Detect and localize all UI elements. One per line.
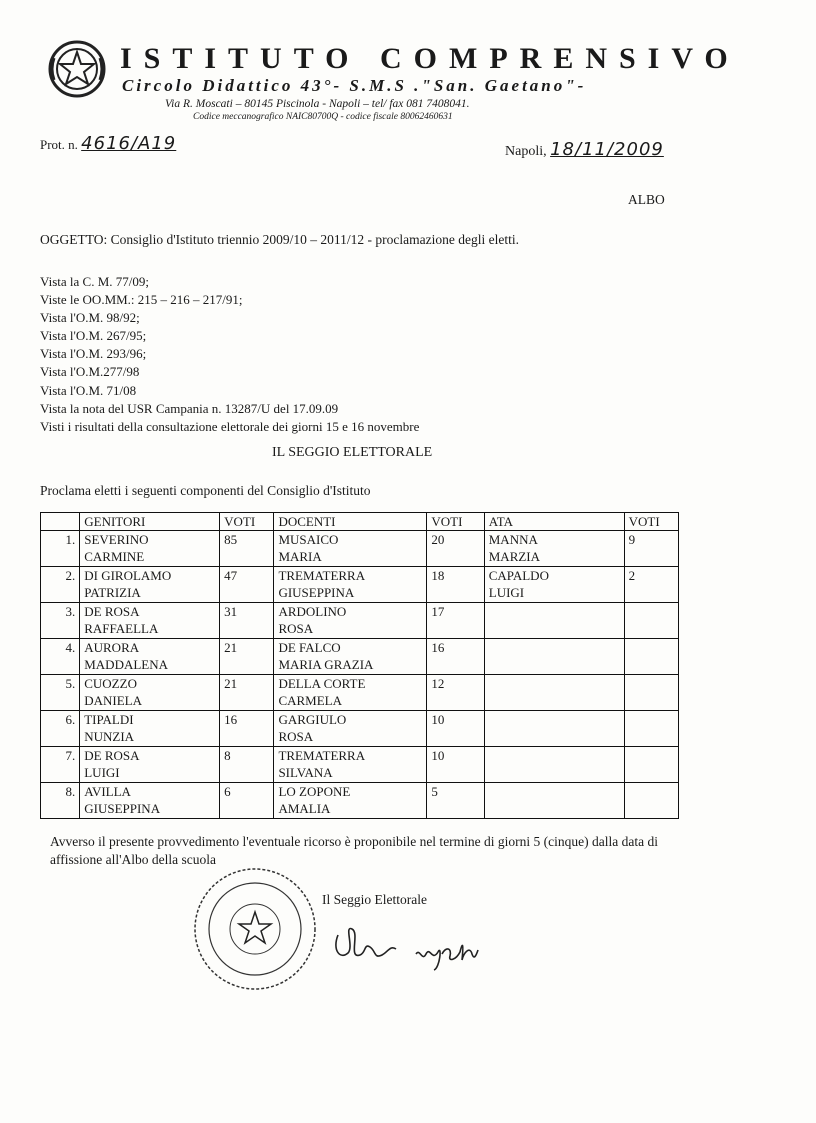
school-stamp-icon: [190, 864, 320, 994]
protocol-line: [40, 133, 176, 154]
genitore-name-line: SEVERINO: [84, 532, 149, 547]
signature-icon: [330, 915, 400, 970]
ata-name: [484, 711, 624, 747]
docente-votes: [427, 567, 484, 603]
docente-votes-line: 12: [431, 676, 445, 691]
row-number: [41, 639, 80, 675]
ata-name: [484, 675, 624, 711]
row-number-line: 5.: [65, 676, 76, 691]
genitore-name-line: NUNZIA: [84, 729, 135, 744]
row-number: [41, 603, 80, 639]
docente-votes-line: 10: [431, 712, 445, 727]
ata-votes: [624, 675, 678, 711]
header-genitori: GENITORI: [80, 513, 220, 531]
docente-votes: [427, 711, 484, 747]
genitore-votes-line: 21: [224, 640, 238, 655]
date-line: [505, 139, 664, 160]
ata-votes-line: 2: [628, 568, 636, 583]
docente-votes-line: 5: [431, 784, 438, 799]
docente-votes: [427, 639, 484, 675]
row-number: [41, 675, 80, 711]
vista-item: Visti i risultati della consultazione elettorale dei giorni 15 e 16 novembre: [40, 418, 420, 434]
vista-item: Vista l'O.M. 267/95;: [40, 328, 147, 344]
docente-votes-line: 20: [431, 532, 445, 547]
docente-votes: [427, 603, 484, 639]
ata-name-line: MANNA: [488, 532, 538, 547]
ata-name: [484, 603, 624, 639]
docente-votes-line: 18: [431, 568, 445, 583]
docente-name-line: DE FALCO: [278, 640, 341, 655]
docente-name-line: TREMATERRA: [278, 568, 366, 583]
table-row: [41, 531, 679, 567]
protocol-number: 4616/A19: [81, 133, 177, 154]
genitore-name-line: TIPALDI: [84, 712, 134, 727]
genitore-name-line: PATRIZIA: [84, 585, 141, 600]
header-voti-docenti: VOTI: [427, 513, 484, 531]
docente-name-line: SILVANA: [278, 765, 333, 780]
signature-icon: [412, 932, 482, 972]
albo-label: ALBO: [628, 192, 665, 207]
docente-name-line: TREMATERRA: [278, 748, 366, 763]
ata-votes-line: 9: [628, 532, 636, 547]
ata-name: [484, 567, 624, 603]
docente-name-line: LO ZOPONE: [278, 784, 351, 799]
ata-name-line: LUIGI: [488, 585, 525, 600]
vista-list: [40, 273, 419, 436]
ata-name: [484, 639, 624, 675]
ata-votes: [624, 531, 678, 567]
genitore-name: [80, 675, 220, 711]
row-number: [41, 711, 80, 747]
genitore-name: [80, 531, 220, 567]
docente-votes: [427, 783, 484, 819]
genitore-name-line: AVILLA: [84, 784, 131, 799]
genitore-votes: [220, 603, 274, 639]
vista-item: Vista l'O.M. 71/08: [40, 382, 137, 398]
date-label: Napoli,: [505, 144, 547, 159]
genitore-votes-line: 21: [224, 676, 238, 691]
docente-name: [274, 531, 427, 567]
docente-votes: [427, 747, 484, 783]
genitore-votes: [220, 567, 274, 603]
genitore-name-line: DANIELA: [84, 693, 142, 708]
genitore-name-line: MADDALENA: [84, 657, 169, 672]
ata-votes: [624, 783, 678, 819]
docente-name: [274, 639, 427, 675]
table-row: [41, 783, 679, 819]
ata-votes: [624, 711, 678, 747]
docente-name-line: ROSA: [278, 729, 314, 744]
docente-name: [274, 783, 427, 819]
genitore-votes-line: 16: [224, 712, 238, 727]
row-number-line: 7.: [65, 748, 76, 763]
genitore-name-line: LUIGI: [84, 765, 120, 780]
table-row: [41, 675, 679, 711]
proclama-line: Proclama eletti i seguenti componenti del Consiglio d'Istituto: [40, 483, 371, 498]
header-docenti: DOCENTI: [274, 513, 427, 531]
docente-name-line: AMALIA: [278, 801, 331, 816]
docente-name-line: MUSAICO: [278, 532, 339, 547]
ata-votes: [624, 747, 678, 783]
row-number: [41, 567, 80, 603]
date-value: 18/11/2009: [550, 139, 664, 160]
docente-name-line: MARIA GRAZIA: [278, 657, 374, 672]
institute-address: Via R. Moscati – 80145 Piscinola - Napoli – tel/ fax 081 7408041.: [165, 98, 470, 110]
genitore-votes-line: 47: [224, 568, 238, 583]
header-voti-genitori: VOTI: [220, 513, 274, 531]
genitore-votes: [220, 711, 274, 747]
vista-item: Vista l'O.M. 293/96;: [40, 346, 147, 362]
row-number-line: 1.: [65, 532, 76, 547]
table-row: [41, 639, 679, 675]
genitore-votes: [220, 531, 274, 567]
vista-item: Vista la nota del USR Campania n. 13287/U del 17.09.09: [40, 400, 339, 416]
genitore-name-line: DI GIROLAMO: [84, 568, 172, 583]
genitore-votes-line: 31: [224, 604, 238, 619]
vista-item: Viste le OO.MM.: 215 – 216 – 217/91;: [40, 292, 243, 308]
docente-name-line: MARIA: [278, 549, 322, 564]
genitore-votes: [220, 639, 274, 675]
institute-codes: Codice meccanografico NAIC80700Q - codice fiscale 80062460631: [193, 112, 453, 122]
ata-votes: [624, 603, 678, 639]
genitore-name-line: CARMINE: [84, 549, 145, 564]
genitore-name: [80, 783, 220, 819]
table-row: [41, 603, 679, 639]
docente-name: [274, 603, 427, 639]
docente-name-line: ARDOLINO: [278, 604, 347, 619]
docente-name-line: DELLA CORTE: [278, 676, 366, 691]
institute-subtitle: Circolo Didattico 43°- S.M.S ."San. Gaetano"-: [122, 76, 587, 95]
genitore-votes: [220, 747, 274, 783]
genitore-name: [80, 711, 220, 747]
docente-name-line: CARMELA: [278, 693, 342, 708]
ata-name: [484, 531, 624, 567]
genitore-name-line: RAFFAELLA: [84, 621, 159, 636]
docente-votes-line: 10: [431, 748, 445, 763]
docente-name: [274, 567, 427, 603]
row-number: [41, 747, 80, 783]
docente-votes: [427, 531, 484, 567]
docente-name-line: GIUSEPPINA: [278, 585, 355, 600]
row-number: [41, 783, 80, 819]
header-voti-ata: VOTI: [624, 513, 678, 531]
table-body: [41, 531, 679, 819]
header-ata: ATA: [484, 513, 624, 531]
table-row: [41, 567, 679, 603]
table-row: [41, 711, 679, 747]
row-number-line: 3.: [65, 604, 76, 619]
genitore-votes-line: 8: [224, 748, 231, 763]
seggio-heading: IL SEGGIO ELETTORALE: [272, 445, 433, 460]
genitore-votes: [220, 675, 274, 711]
row-number-line: 2.: [65, 568, 76, 583]
appeal-notice: Avverso il presente provvedimento l'eventuale ricorso è proponibile nel termine di giorni 5 (cinque) dalla data di affissione all'Albo della scuola: [50, 834, 658, 867]
row-number-line: 8.: [65, 784, 76, 799]
genitore-name-line: DE ROSA: [84, 748, 140, 763]
docente-votes-line: 16: [431, 640, 445, 655]
genitore-name: [80, 639, 220, 675]
genitore-votes-line: 85: [224, 532, 238, 547]
ata-votes: [624, 639, 678, 675]
docente-name-line: GARGIULO: [278, 712, 347, 727]
genitore-name-line: GIUSEPPINA: [84, 801, 161, 816]
docente-name-line: ROSA: [278, 621, 314, 636]
genitore-name: [80, 603, 220, 639]
genitore-name: [80, 567, 220, 603]
row-number: [41, 531, 80, 567]
genitore-name: [80, 747, 220, 783]
table-header-row: [41, 513, 679, 531]
docente-votes: [427, 675, 484, 711]
docente-name: [274, 711, 427, 747]
genitore-name-line: AURORA: [84, 640, 140, 655]
genitore-votes-line: 6: [224, 784, 231, 799]
table-row: [41, 747, 679, 783]
protocol-label: Prot. n.: [40, 137, 78, 152]
row-number-line: 4.: [65, 640, 76, 655]
elected-table: [40, 512, 679, 819]
row-number-line: 6.: [65, 712, 76, 727]
docente-name: [274, 747, 427, 783]
ata-name: [484, 747, 624, 783]
republic-emblem-icon: [46, 38, 108, 100]
ata-name: [484, 783, 624, 819]
genitore-name-line: DE ROSA: [84, 604, 140, 619]
vista-item: Vista l'O.M.277/98: [40, 364, 140, 380]
ata-name-line: MARZIA: [488, 549, 541, 564]
docente-name: [274, 675, 427, 711]
ata-votes: [624, 567, 678, 603]
institute-title: ISTITUTO COMPRENSIVO: [120, 42, 740, 75]
seggio-signature-label: Il Seggio Elettorale: [322, 892, 427, 907]
vista-item: Vista la C. M. 77/09;: [40, 274, 149, 289]
genitore-name-line: CUOZZO: [84, 676, 137, 691]
ata-name-line: CAPALDO: [488, 568, 549, 583]
subject-line: OGGETTO: Consiglio d'Istituto triennio 2009/10 – 2011/12 - proclamazione degli eletti.: [40, 232, 519, 247]
vista-item: Vista l'O.M. 98/92;: [40, 310, 140, 326]
docente-votes-line: 17: [431, 604, 445, 619]
genitore-votes: [220, 783, 274, 819]
header-num: [41, 513, 80, 531]
